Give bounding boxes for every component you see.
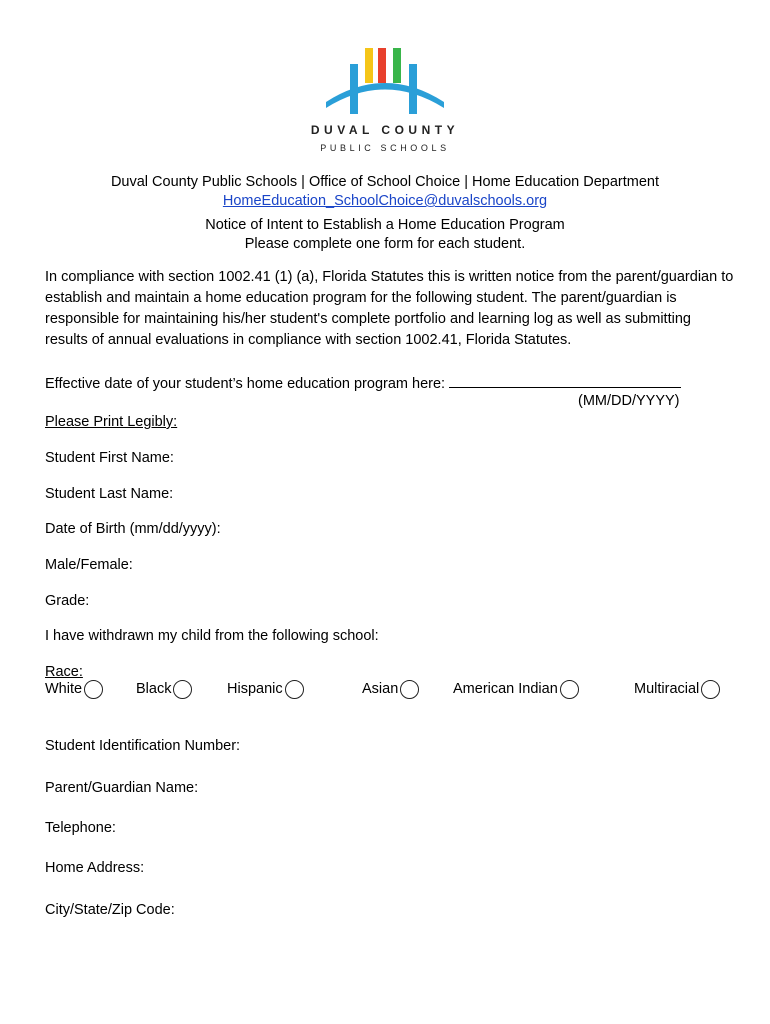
effective-date-label: Effective date of your student’s home education program here:: [45, 376, 446, 392]
race-option-label: White: [45, 680, 83, 697]
student-last-name-label: Student Last Name:: [45, 486, 174, 502]
logo-org-name: DUVAL COUNTY: [310, 123, 460, 137]
race-option-label: Hispanic: [227, 680, 283, 697]
logo-bar-red: [378, 48, 386, 83]
logo-bar-yellow: [365, 48, 373, 83]
logo-arch: [326, 83, 444, 108]
student-id-label: Student Identification Number:: [45, 738, 241, 754]
withdrawn-school-label: I have withdrawn my child from the following school:: [45, 628, 379, 644]
logo-org-sub: PUBLIC SCHOOLS: [320, 143, 450, 153]
student-first-name-label: Student First Name:: [45, 450, 174, 466]
intro-paragraph: In compliance with section 1002.41 (1) (a), Florida Statutes this is written notice from the parent/guardian to establish and maintain a home education program for the following student. The parent/guardian is responsible for maintaining his/her student's complete portfolio and learning log as well as submitting results of annual evaluations in compliance with section 1002.41, Florida Statutes.: [45, 269, 734, 348]
radio-multiracial[interactable]: [701, 680, 720, 699]
race-option-label: American Indian: [453, 680, 558, 697]
race-option-hispanic[interactable]: [227, 678, 304, 699]
radio-white[interactable]: [84, 680, 103, 699]
city-state-zip-label: City/State/Zip Code:: [45, 902, 175, 918]
race-option-american-indian[interactable]: [453, 678, 579, 699]
parent-guardian-name-label: Parent/Guardian Name:: [45, 780, 199, 796]
form-subtitle: Please complete one form for each student.: [244, 236, 526, 252]
race-option-label: Asian: [362, 680, 399, 697]
effective-date-row: [45, 373, 681, 392]
print-legibly-note: Please Print Legibly:: [45, 414, 178, 430]
date-of-birth-label: Date of Birth (mm/dd/yyyy):: [45, 521, 221, 537]
radio-american-indian[interactable]: [560, 680, 579, 699]
email-link[interactable]: HomeEducation_SchoolChoice@duvalschools.org: [222, 193, 548, 209]
race-options: [0, 678, 770, 704]
radio-hispanic[interactable]: [285, 680, 304, 699]
race-option-black[interactable]: [136, 678, 192, 699]
race-option-multiracial[interactable]: [634, 678, 720, 699]
logo-bar-green: [393, 48, 401, 83]
race-option-label: Black: [136, 680, 172, 697]
effective-date-blank[interactable]: [449, 373, 681, 388]
race-option-label: Multiracial: [634, 680, 700, 697]
telephone-label: Telephone:: [45, 820, 116, 836]
home-address-label: Home Address:: [45, 860, 145, 876]
race-option-white[interactable]: [45, 678, 103, 699]
race-label: Race:: [45, 664, 83, 680]
grade-label: Grade:: [45, 593, 90, 609]
race-option-asian[interactable]: [362, 678, 419, 699]
effective-date-format: (MM/DD/YYYY): [578, 393, 680, 409]
male-female-label: Male/Female:: [45, 557, 133, 573]
radio-asian[interactable]: [400, 680, 419, 699]
radio-black[interactable]: [173, 680, 192, 699]
form-title: Notice of Intent to Establish a Home Education Program: [205, 217, 565, 233]
duval-county-logo: [324, 44, 446, 116]
department-line: Duval County Public Schools | Office of School Choice | Home Education Department: [110, 174, 660, 190]
